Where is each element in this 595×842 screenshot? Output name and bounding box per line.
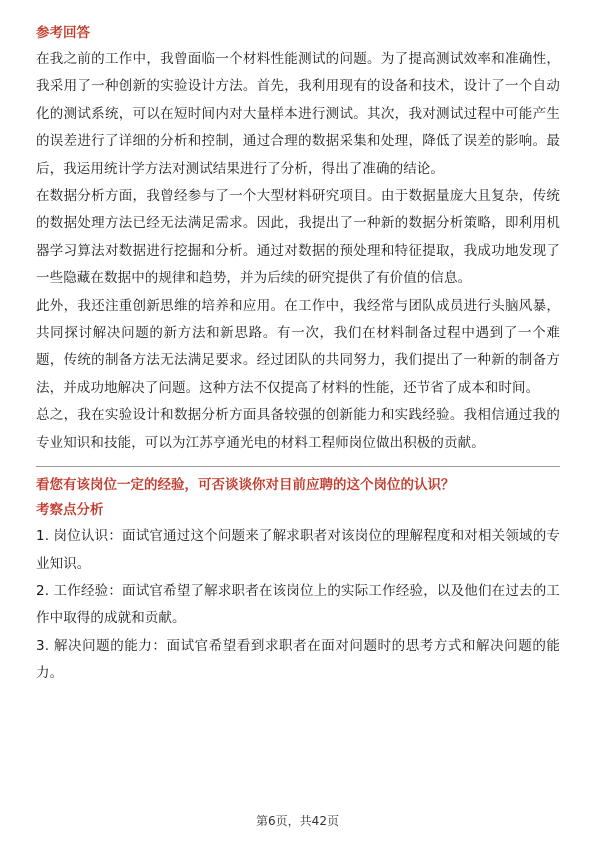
- answer-paragraph-1: 在我之前的工作中，我曾面临一个材料性能测试的问题。为了提高测试效率和准确性，我采用了一种创新的实验设计方法。首先，我利用现有的设备和技术，设计了一个自动化的测试系统，可以在短时间内对大量样本进行测试。其次，我对测试过程中可能产生的误差进行了详细的分析和控制，通过合理的数据采集和处理，降低了误差的影响。最后，我运用统计学方法对测试结果进行了分析，得出了准确的结论。: [36, 51, 560, 177]
- reference-answer-heading: 参考回答: [36, 25, 90, 41]
- answer-paragraph-3: 此外，我还注重创新思维的培养和应用。在工作中，我经常与团队成员进行头脑风暴，共同探讨解决问题的新方法和新思路。有一次，我们在材料制备过程中遇到了一个难题，传统的制备方法无法满足要求。经过团队的共同努力，我们提出了一种新的制备方法，并成功地解决了问题。这种方法不仅提高了材料的性能，还节省了成本和时间。: [36, 297, 560, 396]
- analysis-heading: 考察点分析: [36, 502, 104, 519]
- answer-paragraph-4: 总之，我在实验设计和数据分析方面具备较强的创新能力和实践经验。我相信通过我的专业知识和技能，可以为江苏亨通光电的材料工程师岗位做出积极的贡献。: [36, 407, 560, 451]
- answer-paragraph-2: 在数据分析方面，我曾经参与了一个大型材料研究项目。由于数据量庞大且复杂，传统的数据处理方法已经无法满足需求。因此，我提出了一种新的数据分析策略，即利用机器学习算法对数据进行挖掘和分析。通过对数据的预处理和特征提取，我成功地发现了一些隐藏在数据中的规律和趋势，并为后续的研究提供了有价值的信息。: [36, 188, 560, 287]
- page-number: 第6页，共42页: [256, 814, 339, 828]
- analysis-item-1: 1. 岗位认识：面试官通过这个问题来了解求职者对该岗位的理解程度和对相关领域的专业知识。: [36, 528, 560, 572]
- document-page: [36, 24, 560, 688]
- analysis-item-2: 2. 工作经验：面试官希望了解求职者在该岗位上的实际工作经验，以及他们在过去的工作中取得的成就和贡献。: [36, 582, 560, 627]
- question-text: 看您有该岗位一定的经验，可否谈谈你对目前应聘的这个岗位的认识？: [36, 477, 455, 494]
- section-divider: [36, 466, 560, 467]
- analysis-item-3: 3. 解决问题的能力：面试官希望看到求职者在面对问题时的思考方式和解决问题的能力。: [36, 637, 560, 682]
